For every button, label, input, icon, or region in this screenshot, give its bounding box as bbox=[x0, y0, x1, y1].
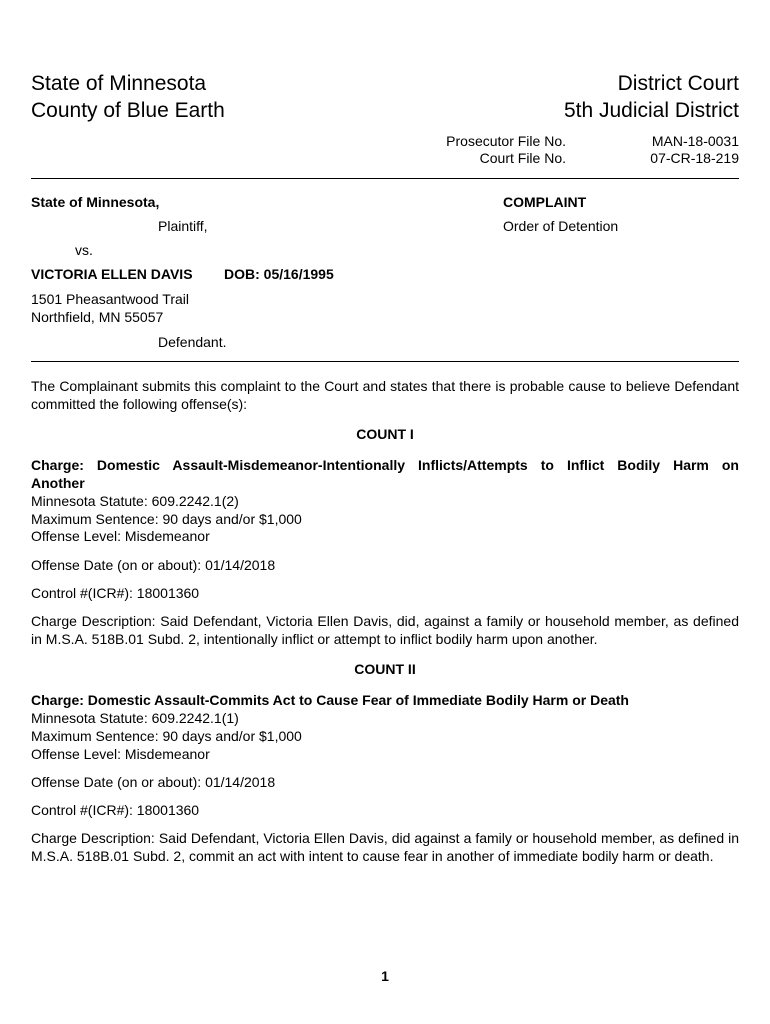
count-1-description: Charge Description: Said Defendant, Victoria Ellen Davis, did, against a family or household member, as defined in M.S.A. 518B.01 Subd. 2, intentionally inflict or attempt to inflict bodily harm upon another. bbox=[31, 613, 739, 647]
count-2-offense-level: Offense Level: Misdemeanor bbox=[31, 746, 210, 762]
plaintiff-role: Plaintiff, bbox=[158, 218, 208, 234]
count-2-statute: Minnesota Statute: 609.2242.1(1) bbox=[31, 710, 239, 726]
defendant-address-line1: 1501 Pheasantwood Trail bbox=[31, 291, 189, 307]
defendant-address-line2: Northfield, MN 55057 bbox=[31, 309, 164, 325]
count-2-offense-date: Offense Date (on or about): 01/14/2018 bbox=[31, 774, 276, 790]
count-2-max-sentence: Maximum Sentence: 90 days and/or $1,000 bbox=[31, 728, 302, 744]
defendant-role: Defendant. bbox=[158, 334, 227, 350]
count-1-control-number: Control #(ICR#): 18001360 bbox=[31, 585, 200, 601]
prosecutor-file-label: Prosecutor File No. bbox=[446, 133, 566, 149]
prosecutor-file-value: MAN-18-0031 bbox=[651, 133, 739, 149]
county-name: County of Blue Earth bbox=[31, 99, 225, 122]
court-name: District Court bbox=[617, 72, 739, 95]
count-2-charge: Charge: Domestic Assault-Commits Act to Cause Fear of Immediate Bodily Harm or Death bbox=[31, 692, 629, 708]
count-1-statute: Minnesota Statute: 609.2242.1(2) bbox=[31, 493, 239, 509]
count-2-description: Charge Description: Said Defendant, Victoria Ellen Davis, did against a family or household member, as defined in M.S.A. 518B.01 Subd. 2, commit an act with intent to cause fear in another of immediate bodily harm or death. bbox=[31, 830, 739, 864]
page-number: 1 bbox=[381, 968, 389, 984]
defendant-name: VICTORIA ELLEN DAVIS bbox=[31, 266, 193, 282]
defendant-dob: DOB: 05/16/1995 bbox=[224, 266, 334, 282]
count-1-charge-line1: Charge: Domestic Assault-Misdemeanor-Intentionally Inflicts/Attempts to Inflict Bodily Harm on bbox=[31, 457, 739, 473]
count-1-charge-line2: Another bbox=[31, 475, 85, 491]
count-1-offense-level: Offense Level: Misdemeanor bbox=[31, 528, 210, 544]
document-type: COMPLAINT bbox=[503, 194, 587, 210]
plaintiff-name: State of Minnesota, bbox=[31, 194, 160, 210]
versus: vs. bbox=[75, 242, 93, 258]
count-1-offense-date: Offense Date (on or about): 01/14/2018 bbox=[31, 557, 276, 573]
count-1-title: COUNT I bbox=[356, 426, 414, 442]
document-subtype: Order of Detention bbox=[503, 218, 619, 234]
state-name: State of Minnesota bbox=[31, 72, 207, 95]
court-file-value: 07-CR-18-219 bbox=[650, 150, 739, 166]
caption-divider bbox=[31, 361, 739, 362]
court-file-label: Court File No. bbox=[479, 150, 566, 166]
judicial-district: 5th Judicial District bbox=[563, 99, 739, 122]
count-1-max-sentence: Maximum Sentence: 90 days and/or $1,000 bbox=[31, 511, 302, 527]
count-2-control-number: Control #(ICR#): 18001360 bbox=[31, 802, 200, 818]
count-2-title: COUNT II bbox=[354, 661, 416, 677]
header-divider bbox=[31, 178, 739, 179]
intro-paragraph: The Complainant submits this complaint to the Court and states that there is probable cause to believe Defendant committed the following offense(s): bbox=[31, 378, 739, 412]
